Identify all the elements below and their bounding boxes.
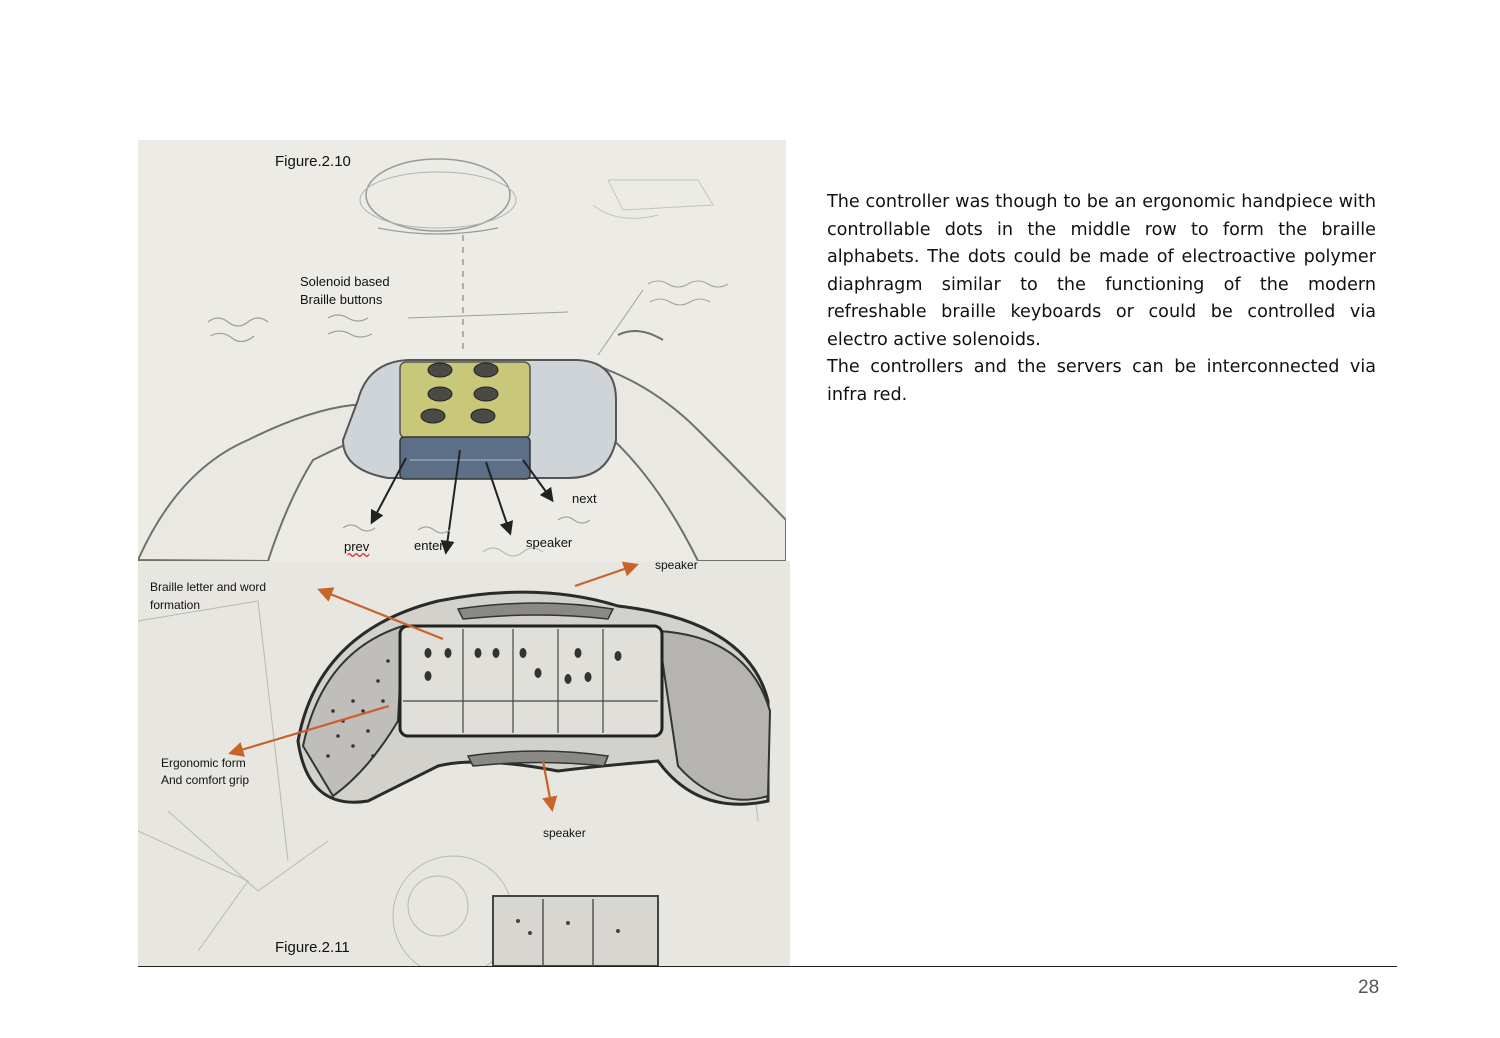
next-label: next — [572, 491, 597, 506]
body-paragraph-2: The controllers and the servers can be interconnected via infra red. — [827, 357, 1376, 405]
body-text — [827, 189, 1376, 409]
prev-label: prev — [344, 539, 370, 554]
figure-2-11-handpiece-sketch — [138, 561, 790, 966]
solenoid-label-line2: Braille buttons — [300, 292, 383, 307]
body-paragraph-1: The controller was though to be an ergonomic handpiece with controllable dots in the middle row to form the braille alphabets. The dots could be made of electroactive polymer diaphragm similar to the functioning of the modern refreshable braille keyboards or could be controlled via electro active solenoids. — [827, 192, 1376, 350]
enter-label: enter — [414, 538, 444, 553]
ergonomic-label-line1: Ergonomic form — [161, 756, 246, 770]
braille-label-line2: formation — [150, 598, 201, 612]
page-number: 28 — [1358, 977, 1380, 998]
figure-2-10-caption: Figure.2.10 — [275, 153, 351, 170]
braille-label-line1: Braille letter and word — [150, 580, 267, 594]
figure-2-10-controller-sketch — [138, 140, 786, 561]
ergonomic-label-line2: And comfort grip — [161, 773, 250, 787]
speaker-label: speaker — [526, 535, 573, 550]
footer-rule — [138, 966, 1397, 967]
figure-2-11-caption: Figure.2.11 — [275, 939, 350, 956]
controller-concept-sketch — [138, 140, 786, 561]
speaker-top-label: speaker — [655, 561, 698, 572]
speaker-bottom-label: speaker — [543, 826, 586, 840]
solenoid-label-line1: Solenoid based — [300, 274, 390, 289]
